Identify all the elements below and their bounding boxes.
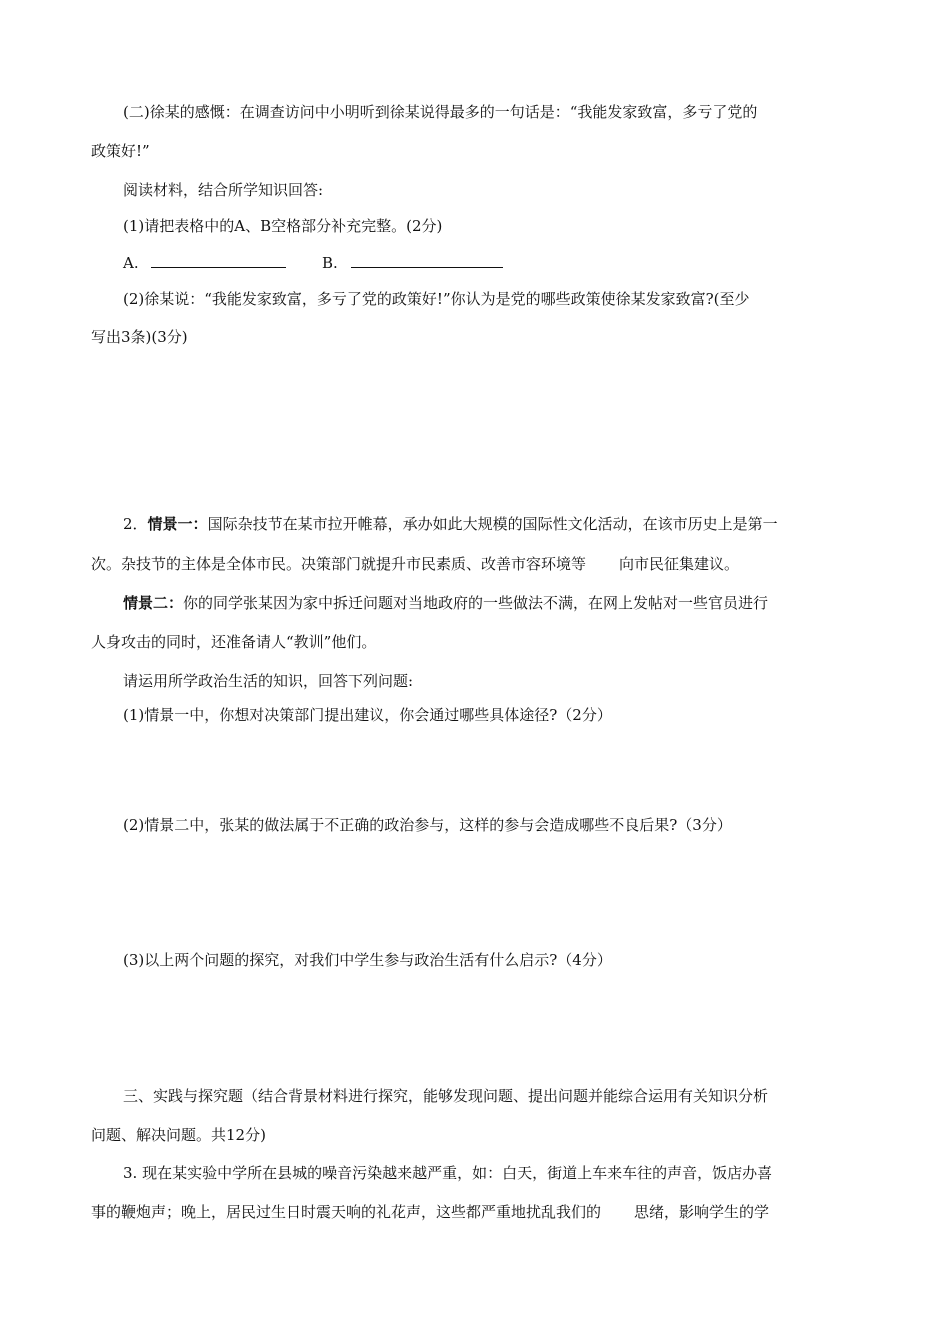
scenario-question-3: (3)以上两个问题的探究，对我们中学生参与政治生活有什么启示?（4分）: [123, 951, 612, 969]
scenario-2-line1: [123, 593, 768, 613]
scenario-2-text: 你的同学张某因为家中拆迁问题对当地政府的一些做法不满，在网上发帖对一些官员进行: [183, 594, 769, 612]
question-2-line1: (2)徐某说：“我能发家致富，多亏了党的政策好!”你认为是党的哪些政策使徐某发家致富?(至少: [123, 290, 750, 308]
scenario-1-text-a: 次。杂技节的主体是全体市民。决策部门就提升市民素质、改善市容环境等: [91, 555, 587, 573]
question-3-line1: 3. 现在某实验中学所在县城的噪音污染越来越严重，如：白天，街道上车来车往的声音，饭店办喜: [123, 1164, 773, 1182]
scenario-1-tag: 情景一：: [147, 515, 208, 533]
question-1: (1)请把表格中的A、B空格部分补充完整。(2分): [123, 217, 443, 235]
scenario-1-line2: [91, 554, 739, 574]
answer-a-label: A.: [123, 254, 139, 272]
paragraph-xu-feelings-line2: 政策好!”: [91, 142, 150, 160]
answer-b-blank[interactable]: [351, 253, 503, 268]
question-number: 2．: [123, 515, 148, 533]
section-3-heading-line2: 问题、解决问题。共12分): [91, 1126, 266, 1144]
scenario-1-text-b: 向市民征集建议。: [619, 555, 740, 573]
scenario-question-2: (2)情景二中，张某的做法属于不正确的政治参与，这样的参与会造成哪些不良后果?（3分）: [123, 816, 732, 834]
scenario-2-line2: 人身攻击的同时，还准备请人“教训”他们。: [91, 633, 377, 651]
scenario-instruction: 请运用所学政治生活的知识，回答下列问题:: [123, 672, 414, 690]
section-3-heading-line1: 三、实践与探究题（结合背景材料进行探究，能够发现问题、提出问题并能综合运用有关知识分析: [123, 1087, 769, 1105]
scenario-1-text: 国际杂技节在某市拉开帷幕，承办如此大规模的国际性文化活动，在该市历史上是第一: [207, 515, 778, 533]
scenario-1-line1: [123, 514, 778, 534]
answer-b-label: B.: [321, 254, 338, 272]
question-2-line2: 写出3条)(3分): [91, 328, 188, 346]
answer-blanks-row: [123, 253, 503, 273]
scenario-2-tag: 情景二：: [123, 594, 184, 612]
answer-a-blank[interactable]: [151, 253, 286, 268]
scenario-question-1: (1)情景一中，你想对决策部门提出建议，你会通过哪些具体途径?（2分）: [123, 706, 612, 724]
reading-instruction: 阅读材料，结合所学知识回答:: [123, 181, 324, 199]
question-3-line2: [91, 1202, 769, 1222]
question-3-text-b: 思绪，影响学生的学: [634, 1203, 770, 1221]
question-3-text-a: 事的鞭炮声；晚上，居民过生日时震天响的礼花声，这些都严重地扰乱我们的: [91, 1203, 602, 1221]
paragraph-xu-feelings-line1: (二)徐某的感慨：在调查访问中小明听到徐某说得最多的一句话是：“我能发家致富，多亏了党的: [123, 103, 758, 121]
